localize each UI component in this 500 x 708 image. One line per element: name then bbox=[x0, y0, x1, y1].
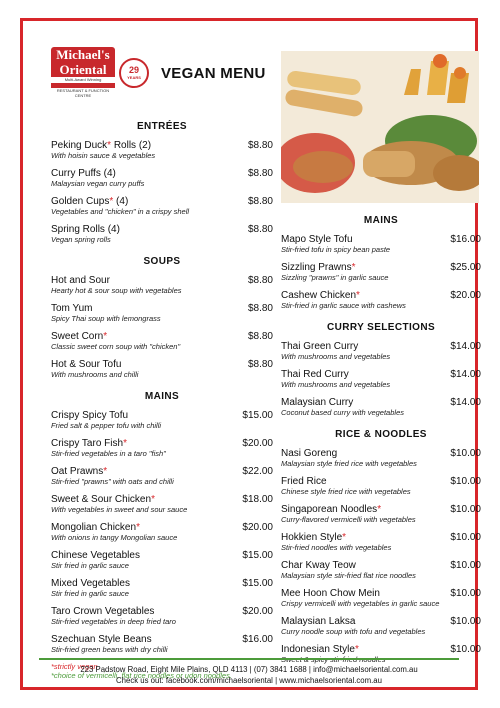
menu-item-price: $10.00 bbox=[450, 476, 481, 487]
menu-item-row bbox=[51, 606, 273, 617]
vegan-star-mark: * bbox=[103, 331, 108, 342]
menu-item-name: Fried Rice bbox=[281, 476, 327, 487]
menu-item-price: $25.00 bbox=[450, 262, 481, 273]
menu-item-price: $20.00 bbox=[450, 290, 481, 301]
header bbox=[51, 43, 273, 103]
menu-item-price: $20.00 bbox=[242, 606, 273, 617]
menu-item-name: Taro Crown Vegetables bbox=[51, 606, 155, 617]
menu-item-name: Oat Prawns bbox=[51, 466, 104, 477]
menu-item-description: Coconut based curry with vegetables bbox=[281, 408, 404, 417]
menu-item-name: Golden Cups bbox=[51, 196, 110, 207]
menu-item-description: Spicy Thai soup with lemongrass bbox=[51, 314, 161, 323]
menu-item-name: Spring Rolls (4) bbox=[51, 224, 120, 235]
menu-item-title bbox=[51, 224, 120, 235]
menu-frame bbox=[20, 18, 481, 690]
menu-item-price: $8.80 bbox=[247, 224, 273, 235]
menu-item-name: Crispy Spicy Tofu bbox=[51, 410, 129, 421]
menu-item bbox=[51, 224, 273, 244]
menu-item-row bbox=[51, 140, 273, 151]
menu-item-description: With vegetables in sweet and sour sauce bbox=[51, 505, 188, 514]
menu-item-price: $14.00 bbox=[450, 397, 481, 408]
menu-item bbox=[51, 275, 273, 295]
menu-item bbox=[51, 578, 273, 598]
vegan-star-mark: * bbox=[356, 290, 360, 301]
menu-item-name: Thai Red Curry bbox=[281, 369, 349, 380]
menu-item-description: Stir-fried tofu in spicy bean paste bbox=[281, 245, 391, 254]
vegan-star-mark: * bbox=[123, 438, 127, 449]
badge-label: YEARS bbox=[127, 75, 141, 80]
menu-item bbox=[281, 476, 481, 496]
vegan-star-mark: * bbox=[351, 262, 356, 273]
menu-item-description: Vegan spring rolls bbox=[51, 235, 111, 244]
menu-item bbox=[51, 196, 273, 216]
menu-item-price: $10.00 bbox=[450, 560, 481, 571]
menu-item-title bbox=[281, 234, 353, 245]
menu-item-price: $15.00 bbox=[242, 410, 273, 421]
menu-item-name: Sweet Corn bbox=[51, 331, 104, 342]
menu-item bbox=[281, 616, 481, 636]
menu-item bbox=[281, 560, 481, 580]
menu-item-description: Sizzling "prawns" in garlic sauce bbox=[281, 273, 389, 282]
menu-item-title bbox=[51, 196, 128, 207]
menu-item-title bbox=[51, 634, 152, 645]
menu-item-price: $16.00 bbox=[450, 234, 481, 245]
menu-item bbox=[281, 504, 481, 524]
menu-item bbox=[51, 303, 273, 323]
menu-item-name: Indonesian Style bbox=[281, 644, 355, 655]
menu-item-row bbox=[281, 644, 481, 655]
menu-item-name: Mee Hoon Chow Mein bbox=[281, 588, 380, 599]
badge-number: 29 bbox=[128, 65, 139, 75]
footer-web-line: Check us out: facebook.com/michaelsoriental | www.michaelsoriental.com.au bbox=[116, 676, 382, 685]
menu-item-row bbox=[51, 438, 273, 449]
menu-item-description: With mushrooms and chilli bbox=[51, 370, 139, 379]
menu-item bbox=[51, 550, 273, 570]
section-heading-mains-right: MAINS bbox=[363, 215, 399, 226]
menu-item-row bbox=[51, 522, 273, 533]
menu-item-description: Malaysian vegan curry puffs bbox=[51, 179, 145, 188]
anniversary-badge bbox=[119, 58, 149, 88]
menu-item-row bbox=[281, 234, 481, 245]
menu-item-title bbox=[281, 560, 356, 571]
menu-item-row bbox=[51, 578, 273, 589]
menu-item bbox=[51, 634, 273, 654]
menu-item-description: Hearty hot & sour soup with vegetables bbox=[51, 286, 182, 295]
menu-item-row bbox=[281, 532, 481, 543]
noodle-choice-note: *choice of vermicelli, flat rice noodles or udon noodles. bbox=[51, 671, 232, 680]
mains-right-list bbox=[281, 234, 481, 310]
menu-item bbox=[51, 168, 273, 188]
menu-item bbox=[281, 369, 481, 389]
logo-tagline: Multi-Award Winning bbox=[64, 77, 102, 82]
menu-item-row bbox=[281, 262, 481, 273]
vegan-star-mark: * bbox=[342, 532, 347, 543]
food-photo bbox=[281, 51, 479, 203]
menu-item-row bbox=[281, 397, 481, 408]
menu-item-name: Hot & Sour Tofu bbox=[51, 359, 122, 370]
menu-item-price: $10.00 bbox=[450, 644, 481, 655]
vegan-star-mark: * bbox=[107, 140, 112, 151]
menu-item-title bbox=[51, 466, 107, 477]
menu-item-row bbox=[51, 331, 273, 342]
section-heading-curry: CURRY SELECTIONS bbox=[326, 322, 436, 333]
menu-item-row bbox=[281, 588, 481, 599]
menu-item-description: With hoisin sauce & vegetables bbox=[51, 151, 156, 160]
menu-item-description: With onions in tangy Mongolian sauce bbox=[51, 533, 178, 542]
menu-item-title bbox=[281, 644, 359, 655]
menu-item-description: Vegetables and "chicken" in a crispy shell bbox=[51, 207, 190, 216]
menu-item-row bbox=[281, 616, 481, 627]
menu-item-row bbox=[281, 369, 481, 380]
menu-item-name: Tom Yum bbox=[51, 303, 93, 314]
menu-item-title bbox=[281, 616, 355, 627]
menu-item-name: Szechuan Style Beans bbox=[51, 634, 152, 645]
menu-item-row bbox=[281, 448, 481, 459]
menu-item-title bbox=[51, 522, 140, 533]
section-heading-soups: SOUPS bbox=[143, 256, 181, 267]
menu-item-row bbox=[51, 168, 273, 179]
menu-item-name-suffix: Rolls (2) bbox=[111, 140, 152, 151]
menu-item-description: Curry-flavored vermicelli with vegetables bbox=[281, 515, 416, 524]
page-title: VEGAN MENU bbox=[161, 64, 266, 82]
menu-item-name: Mongolian Chicken bbox=[51, 522, 137, 533]
menu-item-price: $15.00 bbox=[242, 578, 273, 589]
menu-item-price: $10.00 bbox=[450, 504, 481, 515]
menu-item-description: Stir-fried vegetables in a taro "fish" bbox=[51, 449, 166, 458]
curry-list bbox=[281, 341, 481, 417]
menu-item-name: Chinese Vegetables bbox=[51, 550, 140, 561]
menu-item-name-suffix: (4) bbox=[113, 196, 129, 207]
menu-item-description: Stir-fried in garlic sauce with cashews bbox=[281, 301, 406, 310]
menu-item-name: Thai Green Curry bbox=[281, 341, 359, 352]
menu-item bbox=[281, 588, 481, 608]
menu-item bbox=[281, 262, 481, 282]
menu-item bbox=[281, 397, 481, 417]
menu-item-price: $18.00 bbox=[242, 494, 273, 505]
menu-item bbox=[51, 410, 273, 430]
restaurant-logo bbox=[51, 47, 115, 99]
menu-item-price: $8.80 bbox=[247, 168, 273, 179]
menu-item-row bbox=[51, 466, 273, 477]
menu-item-title bbox=[281, 397, 353, 408]
menu-item-title bbox=[51, 606, 154, 617]
menu-item bbox=[281, 341, 481, 361]
menu-item-name: Hokkien Style bbox=[281, 532, 343, 543]
menu-item bbox=[281, 290, 481, 310]
menu-item-title bbox=[51, 359, 121, 370]
menu-item-description: Stir-fried "prawns" with oats and chilli bbox=[51, 477, 174, 486]
menu-item-description: Sweet & spicy stir-fried noodles bbox=[281, 655, 386, 664]
menu-item-price: $14.00 bbox=[450, 369, 481, 380]
menu-item-title bbox=[51, 578, 130, 589]
vegan-star-mark: * bbox=[109, 196, 114, 207]
menu-item-name: Char Kway Teow bbox=[281, 560, 356, 571]
menu-item bbox=[51, 331, 273, 351]
menu-item-price: $10.00 bbox=[450, 448, 481, 459]
menu-item-price: $20.00 bbox=[242, 438, 273, 449]
menu-item-price: $8.80 bbox=[247, 196, 273, 207]
menu-item-price: $14.00 bbox=[450, 341, 481, 352]
menu-item-title bbox=[281, 588, 380, 599]
soups-list bbox=[51, 275, 273, 379]
menu-item bbox=[51, 606, 273, 626]
menu-item-price: $20.00 bbox=[242, 522, 273, 533]
menu-item-description: Stir fried in garlic sauce bbox=[51, 561, 129, 570]
menu-item-title bbox=[281, 369, 349, 380]
menu-item-row bbox=[51, 275, 273, 286]
menu-item-description: Malaysian style fried rice with vegetables bbox=[281, 459, 417, 468]
menu-item-name: Singaporean Noodles bbox=[281, 504, 378, 515]
menu-item bbox=[51, 522, 273, 542]
footer-contact-line: 223 Padstow Road, Eight Mile Plains, QLD 4113 | (07) 3841 1688 | info@michaelsoriental.com.au bbox=[80, 665, 418, 674]
menu-item-row bbox=[281, 560, 481, 571]
menu-item-name: Sweet & Sour Chicken bbox=[51, 494, 152, 505]
menu-item-row bbox=[281, 476, 481, 487]
vegan-star-mark: * bbox=[377, 504, 382, 515]
menu-item-price: $16.00 bbox=[242, 634, 273, 645]
menu-item-title bbox=[281, 262, 356, 273]
logo-subline: RESTAURANT & FUNCTION CENTRE bbox=[56, 88, 110, 98]
vegan-star-mark: * bbox=[136, 522, 140, 533]
menu-item-name: Cashew Chicken bbox=[281, 290, 357, 301]
menu-item-description: Fried salt & pepper tofu with chilli bbox=[51, 421, 162, 430]
menu-item-name: Malaysian Laksa bbox=[281, 616, 356, 627]
menu-item bbox=[281, 448, 481, 468]
menu-item-row bbox=[281, 290, 481, 301]
entrees-list bbox=[51, 140, 273, 244]
menu-item-row bbox=[51, 494, 273, 505]
menu-item-name: Curry Puffs (4) bbox=[51, 168, 116, 179]
menu-item-title bbox=[51, 410, 128, 421]
menu-item-price: $8.80 bbox=[247, 140, 273, 151]
rice-noodles-list bbox=[281, 448, 481, 664]
menu-item-name: Peking Duck bbox=[51, 140, 108, 151]
menu-item-price: $10.00 bbox=[450, 616, 481, 627]
mains-left-list bbox=[51, 410, 273, 654]
section-heading-rice-noodles: RICE & NOODLES bbox=[335, 429, 427, 440]
menu-item-price: $15.00 bbox=[242, 550, 273, 561]
vegan-star-mark: * bbox=[103, 466, 108, 477]
menu-item-price: $8.80 bbox=[247, 331, 273, 342]
menu-item-name: Malaysian Curry bbox=[281, 397, 354, 408]
menu-item-row bbox=[51, 410, 273, 421]
menu-item-description: With mushrooms and vegetables bbox=[281, 352, 391, 361]
menu-item-title bbox=[281, 504, 381, 515]
menu-item-title bbox=[281, 532, 346, 543]
menu-item-name: Mixed Vegetables bbox=[51, 578, 130, 589]
menu-item-title bbox=[51, 275, 110, 286]
menu-item-description: Stir fried in garlic sauce bbox=[51, 589, 129, 598]
menu-item-description: With mushrooms and vegetables bbox=[281, 380, 391, 389]
menu-item-title bbox=[281, 448, 337, 459]
menu-item-name: Mapo Style Tofu bbox=[281, 234, 353, 245]
menu-item-row bbox=[51, 224, 273, 235]
strict-vegan-note: *strictly vegan bbox=[51, 662, 98, 671]
footer bbox=[39, 658, 459, 686]
menu-item-price: $22.00 bbox=[242, 466, 273, 477]
menu-item-title bbox=[51, 168, 116, 179]
menu-item-row bbox=[281, 504, 481, 515]
menu-item-title bbox=[281, 290, 360, 301]
menu-item-description: Curry noodle soup with tofu and vegetables bbox=[281, 627, 426, 636]
menu-item-price: $8.80 bbox=[247, 275, 273, 286]
menu-item-title bbox=[51, 303, 93, 314]
menu-item-row bbox=[281, 341, 481, 352]
menu-item bbox=[51, 494, 273, 514]
logo-line1: Michael's bbox=[51, 47, 115, 63]
menu-item-name: Crispy Taro Fish bbox=[51, 438, 124, 449]
menu-item-description: Stir-fried green beans with dry chilli bbox=[51, 645, 168, 654]
menu-item-description: Malaysian style stir-fried flat rice noodles bbox=[281, 571, 416, 580]
menu-item-name: Hot and Sour bbox=[51, 275, 110, 286]
menu-item-row bbox=[51, 303, 273, 314]
menu-item-row bbox=[51, 634, 273, 645]
right-column bbox=[281, 43, 481, 672]
section-heading-entrees: ENTRÉES bbox=[136, 121, 188, 132]
menu-item-description: Stir-fried noodles with vegetables bbox=[281, 543, 392, 552]
logo-line2: Oriental bbox=[51, 63, 115, 77]
menu-item bbox=[51, 438, 273, 458]
menu-item-title bbox=[281, 341, 358, 352]
vegan-star-mark: * bbox=[151, 494, 155, 505]
vegan-star-mark: * bbox=[354, 644, 359, 655]
menu-item-price: $8.80 bbox=[247, 359, 273, 370]
menu-item-title bbox=[51, 438, 127, 449]
menu-item-row bbox=[51, 550, 273, 561]
menu-item-price: $10.00 bbox=[450, 532, 481, 543]
menu-item-description: Chinese style fried rice with vegetables bbox=[281, 487, 411, 496]
menu-item bbox=[51, 359, 273, 379]
menu-item-row bbox=[51, 359, 273, 370]
menu-item-name: Nasi Goreng bbox=[281, 448, 338, 459]
menu-item bbox=[51, 140, 273, 160]
left-column bbox=[51, 43, 273, 680]
menu-item-row bbox=[51, 196, 273, 207]
menu-item-title bbox=[51, 140, 151, 151]
menu-item-title bbox=[281, 476, 327, 487]
menu-item-price: $8.80 bbox=[247, 303, 273, 314]
menu-item-description: Stir-fried vegetables in deep fried taro bbox=[51, 617, 176, 626]
menu-item-name: Sizzling Prawns bbox=[281, 262, 352, 273]
menu-item bbox=[281, 532, 481, 552]
menu-item-title bbox=[51, 494, 155, 505]
menu-item-title bbox=[51, 550, 140, 561]
menu-item-description: Crispy vermicelli with vegetables in garlic sauce bbox=[281, 599, 440, 608]
menu-item-description: Classic sweet corn soup with "chicken" bbox=[51, 342, 181, 351]
menu-item bbox=[281, 234, 481, 254]
food-photo-illustration bbox=[281, 51, 479, 203]
section-heading-mains: MAINS bbox=[144, 391, 180, 402]
menu-item bbox=[51, 466, 273, 486]
menu-item-title bbox=[51, 331, 107, 342]
menu-item-price: $10.00 bbox=[450, 588, 481, 599]
